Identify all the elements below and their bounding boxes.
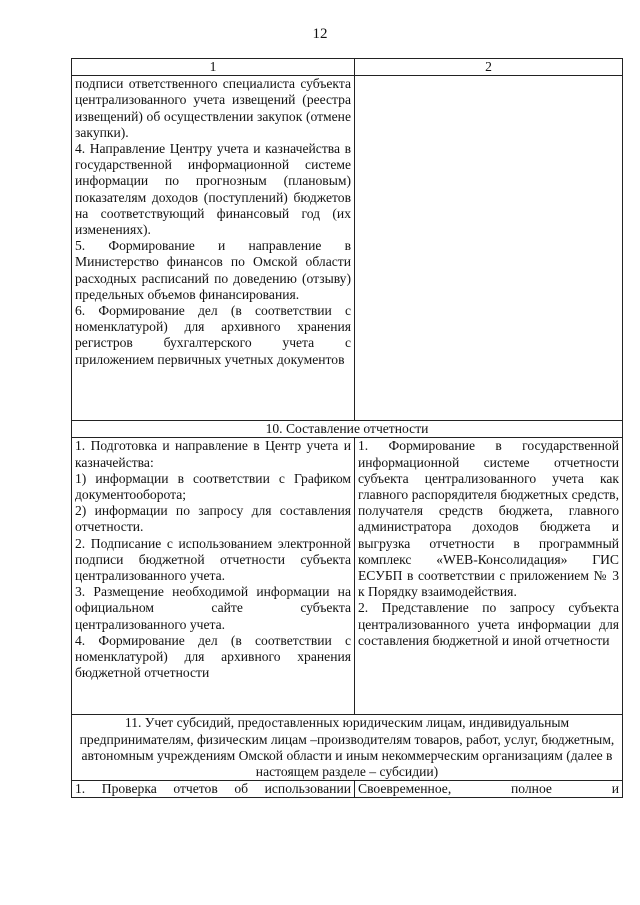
list-item: 3. Размещение необходимой информации на официальном сайте субъекта централизованного учета. bbox=[75, 584, 351, 632]
list-item: 4. Формирование дел (в соответствии с номенклатурой) для архивного хранения бюджетной отчетности bbox=[75, 632, 351, 681]
page-number: 12 bbox=[312, 26, 328, 42]
section-11-title: 11. Учет субсидий, предоставленных юридическим лицам, индивидуальным предпринимателям, физическим лицам –производителям товаров, работ, услуг, бюджетным, автономным учреждениям Омской области и иным некоммерческим организациям (далее в настоящем разделе – субсидии) bbox=[72, 715, 623, 781]
continuation-cell-col1 bbox=[72, 76, 355, 421]
section-10-cell-col1 bbox=[72, 438, 355, 715]
section-10-heading-row bbox=[72, 421, 623, 438]
continuation-cell-col2 bbox=[355, 76, 623, 421]
section-11-row bbox=[72, 781, 623, 798]
section-10-cell-col2 bbox=[355, 438, 623, 715]
section-11-cell-col2 bbox=[355, 781, 623, 798]
list-item: 2. Представление по запросу субъекта централизованного учета информации для составления бюджетной и иной отчетности bbox=[358, 600, 619, 648]
list-item: 6. Формирование дел (в соответствии с номенклатурой) для архивного хранения регистров бухгалтерского учета с приложением первичных учетных документов bbox=[75, 303, 351, 367]
list-item: 4. Направление Центру учета и казначейства в государственной информационной системе информации по прогнозным (плановым) показателям доходов (поступлений) бюджетов на соответствующий финансовый год (их изменениях). bbox=[75, 141, 351, 238]
responsibility-table bbox=[71, 58, 623, 798]
list-item: подписи ответственного специалиста субъекта централизованного учета извещений (реестра извещений) об осуществлении закупок (отмене закупки). bbox=[75, 76, 351, 140]
list-item: 2. Подписание с использованием электронной подписи бюджетной отчетности субъекта централизованного учета. bbox=[75, 535, 351, 584]
section-10-row bbox=[72, 438, 623, 715]
list-item: 2) информации по запросу для составления отчетности. bbox=[75, 503, 351, 535]
list-item: 1. Подготовка и направление в Центр учета и казначейства: bbox=[75, 438, 351, 470]
table-header-row bbox=[72, 59, 623, 76]
table-row-continuation bbox=[72, 76, 623, 421]
column-header-2: 2 bbox=[355, 59, 623, 76]
section-11-cell-col1 bbox=[72, 781, 355, 798]
list-item: 1. Проверка отчетов об использовании bbox=[75, 781, 351, 797]
column-header-1: 1 bbox=[72, 59, 355, 76]
list-item: 1. Формирование в государственной информационной системе отчетности субъекта централизованного учета как главного распорядителя бюджетных средств, получателя средств бюджета, главного администратора доходов бюджета и выгрузка отчетности в программный комплекс «WEB-Консолидация» ГИС ЕСУБП в соответствии с приложением № 3 к Порядку взаимодействия. bbox=[358, 438, 619, 600]
section-11-heading-row bbox=[72, 715, 623, 781]
list-item: 5. Формирование и направление в Министерство финансов по Омской области расходных расписаний по доведению (отзыву) предельных объемов финансирования. bbox=[75, 238, 351, 302]
list-item: 1) информации в соответствии с Графиком документооборота; bbox=[75, 470, 351, 503]
list-item: Своевременное, полное и bbox=[358, 781, 619, 797]
section-10-title: 10. Составление отчетности bbox=[72, 421, 623, 438]
